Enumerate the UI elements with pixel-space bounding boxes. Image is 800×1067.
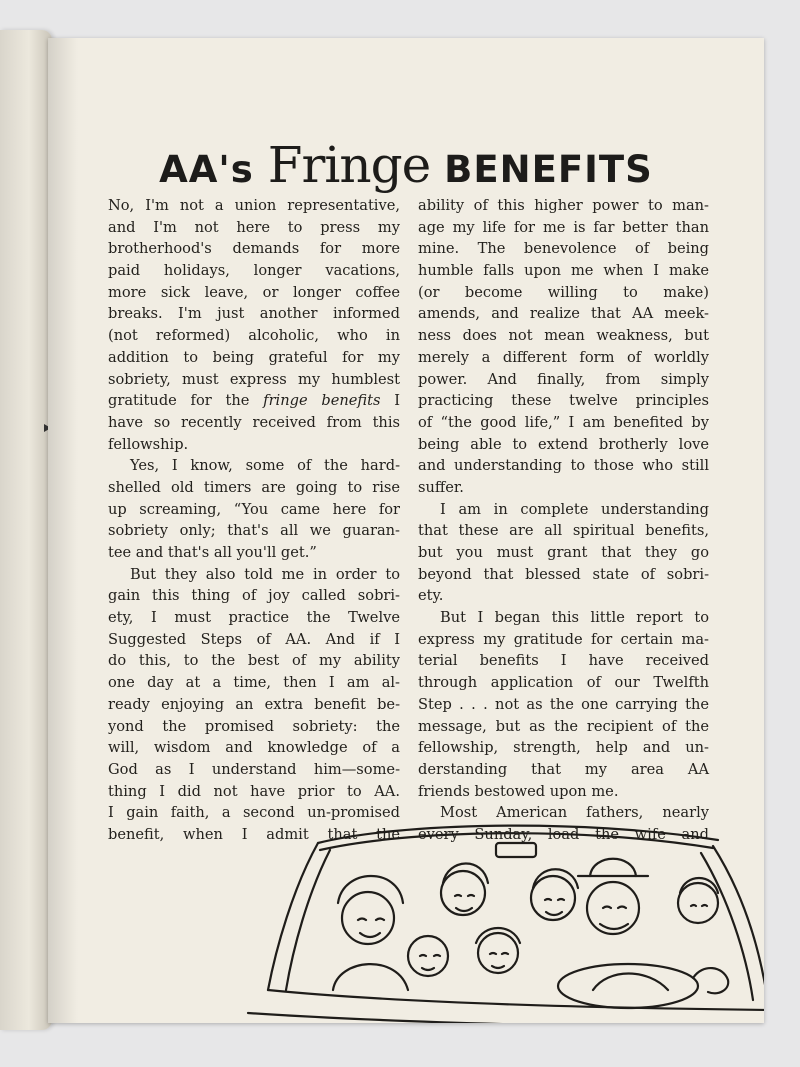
text-line: sobriety only; that's all we guaran- [108, 522, 400, 540]
text-line: merely a different form of worldly [418, 348, 709, 366]
text-line: power. And finally, from simply [418, 370, 709, 388]
text-line: more sick leave, or longer coffee [108, 283, 400, 301]
text-line: (or become willing to make) [418, 283, 709, 301]
family-car-drawing-icon [198, 728, 764, 1023]
title-part-aas: AA's [159, 148, 254, 191]
text-line: through application of our Twelfth [418, 674, 709, 692]
text-line: paid holidays, longer vacations, [108, 262, 400, 280]
text-line: fellowship. [108, 435, 189, 453]
text-line: practicing these twelve principles [418, 392, 709, 410]
text-line: ready enjoying an extra benefit be- [108, 695, 400, 713]
text-line: every Sunday, load the wife and [418, 825, 709, 843]
text-line: But I began this little report to [440, 609, 709, 627]
magazine-page [48, 38, 764, 1023]
text-line: up screaming, “You came here for [108, 500, 400, 518]
article-title [48, 136, 764, 194]
left-page-edge [0, 30, 52, 1030]
text-line: I gain faith, a second un-promised [108, 804, 400, 822]
text-line: yond the promised sobriety: the [108, 717, 400, 735]
text-line [108, 390, 400, 412]
text-line: age my life for me is far better than [418, 218, 709, 236]
text-line: brotherhood's demands for more [108, 240, 400, 258]
text-line: and I'm not here to press my [108, 218, 400, 236]
text-line: and understanding to those who still [418, 457, 709, 475]
text-line: addition to being grateful for my [108, 348, 400, 366]
text-line: Step . . . not as the one carrying the [418, 695, 709, 713]
text-line: But they also told me in order to [130, 565, 400, 583]
text-line: do this, to the best of my ability [108, 652, 400, 670]
text-line: fellowship, strength, help and un- [418, 739, 709, 757]
text-line: amends, and realize that AA meek- [418, 305, 709, 323]
text-line: Suggested Steps of AA. And if I [108, 630, 400, 648]
text-line: express my gratitude for certain ma- [418, 630, 709, 648]
text-segment: I [380, 392, 401, 410]
text-line: one day at a time, then I am al- [108, 674, 400, 692]
text-line: God as I understand him—some- [108, 760, 400, 778]
text-line: suffer. [418, 478, 464, 496]
text-line: ety. [418, 587, 444, 605]
text-line: terial benefits I have received [418, 652, 709, 670]
text-line: message, but as the recipient of the [418, 717, 709, 735]
text-line: gain this thing of joy called sobri- [108, 587, 400, 605]
text-line: Yes, I know, some of the hard- [130, 457, 400, 475]
text-line: will, wisdom and knowledge of a [108, 739, 400, 757]
title-part-benefits: BENEFITS [444, 148, 653, 191]
text-line: but you must grant that they go [418, 544, 709, 561]
text-line: shelled old timers are going to rise [108, 478, 400, 496]
text-line: friends bestowed upon me. [418, 782, 619, 800]
text-line: sobriety, must express my humblest [108, 370, 400, 388]
text-line: ety, I must practice the Twelve [108, 609, 400, 627]
text-segment: gratitude for the [108, 392, 264, 410]
text-line: benefit, when I admit that the [108, 825, 400, 843]
text-line: ness does not mean weakness, but [418, 327, 709, 345]
italic-segment: fringe benefits [263, 392, 381, 410]
text-line: beyond that blessed state of sobri- [418, 565, 709, 583]
text-line: have so recently received from this [108, 413, 400, 431]
text-line: humble falls upon me when I make [418, 262, 709, 280]
text-line: of “the good life,” I am benefited by [418, 413, 709, 431]
text-line: that these are all spiritual benefits, [418, 522, 709, 540]
text-line: derstanding that my area AA [418, 760, 709, 778]
title-part-fringe: Fringe [267, 136, 431, 194]
text-line: ability of this higher power to man- [418, 197, 709, 214]
text-line: breaks. I'm just another informed [108, 305, 400, 323]
text-line: (not reformed) alcoholic, who in [108, 327, 400, 345]
text-line: tee and that's all you'll get.” [108, 544, 317, 561]
text-line: No, I'm not a union representative, [108, 197, 400, 214]
text-line: mine. The benevolence of being [418, 240, 709, 258]
text-line: I am in complete understanding [440, 500, 709, 518]
text-line: Most American fathers, nearly [440, 804, 709, 822]
text-line: thing I did not have prior to AA. [108, 782, 400, 800]
text-line: being able to extend brotherly love [418, 435, 709, 453]
